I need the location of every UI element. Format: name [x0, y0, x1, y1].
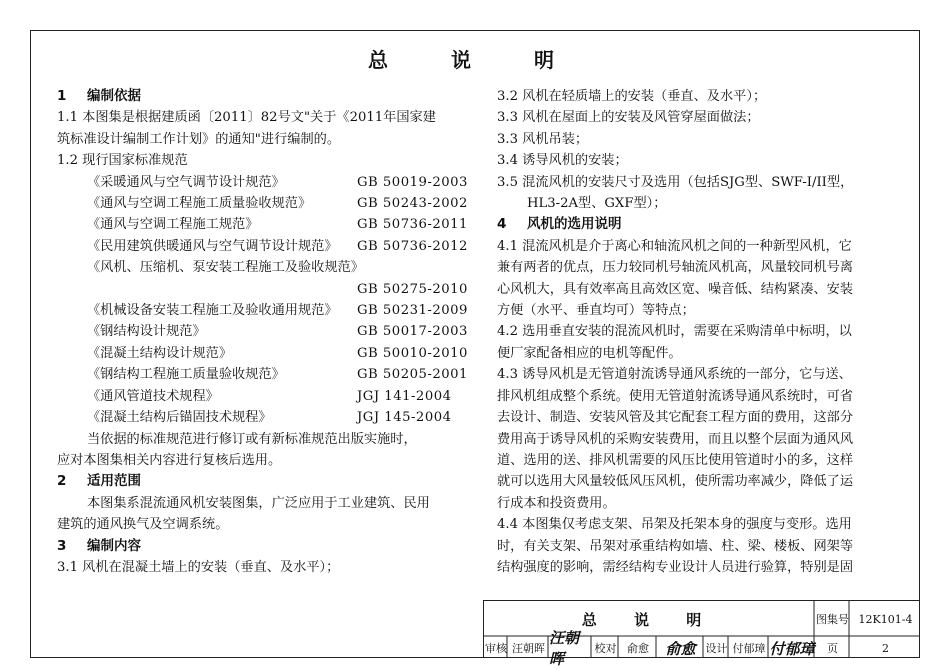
- standard-ref: 《机械设备安装工程施工及验收通用规范》 GB 50231-2009: [87, 303, 468, 319]
- content-item: 3.5 混流风机的安装尺寸及选用（包括SJG型、SWF-I/II型，: [497, 174, 854, 190]
- section-3-heading: 3 编制内容: [57, 537, 141, 554]
- standard-ref: 《混凝土结构后锚固技术规程》 JGJ 145-2004: [87, 410, 452, 426]
- section-1-heading: 1 编制依据: [57, 88, 141, 104]
- para-1-1: 1.1 本图集是根据建质函〔2011〕82号文"关于《2011年国家建: [57, 110, 436, 126]
- checker-name: 俞愈: [627, 642, 649, 655]
- standard-ref: 《通风与空调工程施工质量验收规范》 GB 50243-2002: [87, 196, 468, 212]
- para-4-3: 行成本和投资费用。: [497, 495, 616, 511]
- para-4-2: 便厂家配备相应的电机等配件。: [497, 345, 682, 361]
- para-4-1: 兼有两者的优点，压力较同机号轴流风机高，风量较同机号离: [497, 260, 854, 276]
- section-2-heading: 2 适用范围: [57, 473, 141, 490]
- note-text: 应对本图集相关内容进行复核后选用。: [57, 452, 282, 468]
- page-label: 页: [827, 642, 838, 655]
- content-item: 3.4 诱导风机的安装；: [497, 153, 628, 169]
- reviewer-name: 汪朝晖: [512, 642, 545, 655]
- para-4-4: 4.4 本图集仅考虑支架、吊架及托架本身的强度与变形。选用: [497, 517, 852, 533]
- note-text: 当依据的标准规范进行修订或有新标准规范出版实施时，: [87, 431, 417, 447]
- standard-ref: 《风机、压缩机、泵安装工程施工及验收规范》: [87, 260, 364, 276]
- reviewer-signature: 汪朝晖: [549, 629, 580, 668]
- para-4-1: 方便（水平、垂直均可）等特点；: [497, 303, 695, 319]
- section-4-heading: 4 风机的选用说明: [497, 216, 622, 233]
- para-4-3: 费用高于诱导风机的采购安装费用，而且以整个层面为通风风: [497, 431, 854, 447]
- content-item: HL3-2A型、GXF型）；: [527, 196, 667, 212]
- checker-signature: 俞愈: [665, 639, 696, 658]
- para-4-3: 去设计、制造、安装风管及其它配套工程方面的费用，这部分: [497, 410, 854, 426]
- standard-ref: 《通风与空调工程施工规范》 GB 50736-2011: [87, 217, 468, 233]
- title-block: [483, 600, 920, 668]
- scope-text: 本图集系混流通风机安装图集，广泛应用于工业建筑、民用: [87, 495, 430, 511]
- para-4-1: 4.1 混流风机是介于离心和轴流风机之间的一种新型风机，它: [497, 238, 852, 254]
- designer-name: 付郁璋: [732, 642, 766, 655]
- para-4-3: 4.3 诱导风机是无管道射流诱导通风系统的一部分，它与送、: [497, 367, 852, 383]
- content-item: 3.3 风机在屋面上的安装及风管穿屋面做法；: [497, 110, 760, 126]
- para-4-1: 心风机大，具有效率高且高效区宽、噪音低、结构紧凑、安装: [497, 281, 854, 297]
- page-number: 2: [882, 641, 889, 655]
- standard-ref: GB 50275-2010: [357, 281, 468, 297]
- standard-ref: 《钢结构工程施工质量验收规范》 GB 50205-2001: [87, 367, 468, 383]
- review-label: 审核: [485, 642, 507, 655]
- atlas-number: 12K101-4: [858, 612, 913, 626]
- para-4-3: 道、选用的送、排风机需要的风压比使用管道时小的多，这样: [497, 452, 854, 468]
- atlas-label: 图集号: [816, 613, 849, 626]
- content-item: 3.2 风机在轻质墙上的安装（垂直、及水平）；: [497, 89, 767, 104]
- standard-ref: 《钢结构设计规范》 GB 50017-2003: [87, 324, 468, 340]
- standard-ref: 《混凝土结构设计规范》 GB 50010-2010: [87, 345, 468, 361]
- right-column: [497, 86, 892, 578]
- para-1-1: 筑标准设计编制工作计划》的通知"进行编制的。: [57, 131, 341, 147]
- content-item: 3.3 风机吊装；: [497, 131, 589, 147]
- check-label: 校对: [594, 642, 617, 655]
- para-4-4: 结构强度的影响，需经结构专业设计人员进行验算，特别是固: [497, 559, 854, 575]
- titleblock-name: 总 说 明: [581, 610, 718, 629]
- para-4-2: 4.2 选用垂直安装的混流风机时，需要在采购清单中标明，以: [497, 324, 852, 340]
- page-title: 总 说 明: [368, 48, 582, 72]
- standard-ref: 《采暖通风与空气调节设计规范》 GB 50019-2003: [87, 174, 468, 190]
- scope-text: 建筑的通风换气及空调系统。: [57, 517, 229, 533]
- para-4-3: 就可以选用大风量较低风压风机，使所需功率减少，降低了运: [497, 474, 854, 490]
- left-column: [57, 86, 467, 578]
- design-label: 设计: [705, 642, 728, 655]
- para-1-2: 1.2 现行国家标准规范: [57, 153, 188, 169]
- para-3-1: 3.1 风机在混凝土墙上的安装（垂直、及水平）；: [57, 559, 340, 575]
- standard-ref: 《民用建筑供暖通风与空气调节设计规范》 GB 50736-2012: [87, 238, 468, 254]
- standard-ref: 《通风管道技术规程》 JGJ 141-2004: [87, 388, 452, 404]
- para-4-3: 排风机组成整个系统。使用无管道射流诱导通风系统时，可省: [497, 388, 854, 404]
- designer-signature: 付郁璋: [769, 639, 815, 658]
- para-4-4: 时，有关支架、吊架对承重结构如墙、柱、梁、楼板、网架等: [497, 538, 854, 554]
